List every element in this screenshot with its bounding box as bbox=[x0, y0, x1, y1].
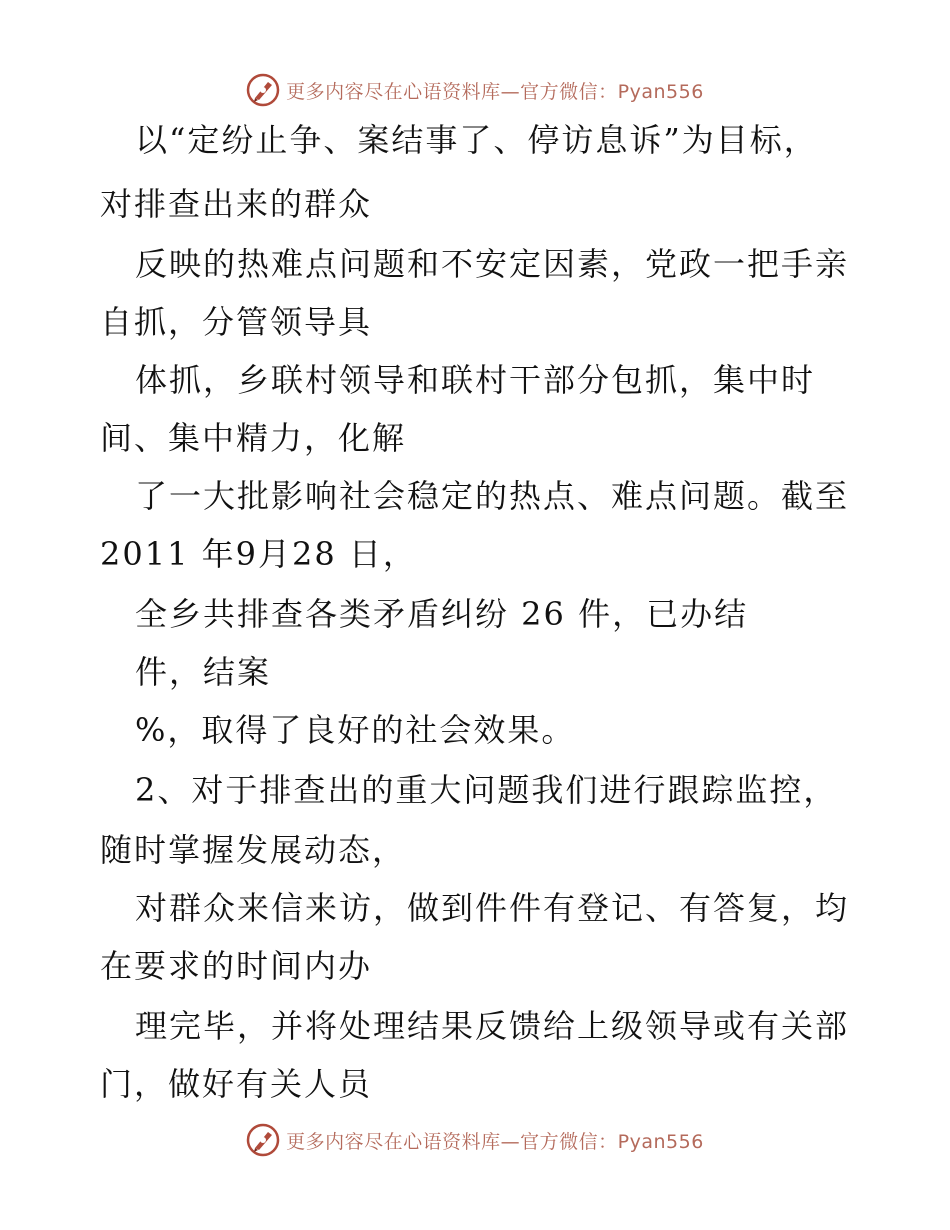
text-line: 2011 年9月28 日， bbox=[100, 535, 417, 573]
text-line: 全乡共排查各类矛盾纠纷 26 件，已办结 bbox=[135, 595, 749, 633]
text-line: 自抓，分管领导具 bbox=[100, 303, 373, 341]
text-line: %，取得了良好的社会效果。 bbox=[135, 711, 576, 749]
footer-watermark bbox=[0, 1120, 950, 1160]
text-line: 理完毕，并将处理结果反馈给上级领导或有关部 bbox=[135, 1007, 850, 1045]
text-line: 在要求的时间内办 bbox=[100, 947, 373, 985]
text-line: 对群众来信来访，做到件件有登记、有答复，均 bbox=[135, 889, 850, 927]
pen-logo-icon bbox=[246, 73, 280, 107]
text-line: 2、对于排查出的重大问题我们进行跟踪监控， bbox=[135, 771, 838, 809]
text-line: 间、集中精力，化解 bbox=[100, 419, 407, 457]
text-line: 体抓，乡联村领导和联村干部分包抓，集中时 bbox=[135, 361, 816, 399]
text-line: 随时掌握发展动态， bbox=[100, 831, 407, 869]
text-line: 件，结案 bbox=[135, 653, 272, 691]
text-line: 对排查出来的群众 bbox=[100, 185, 373, 223]
text-line: 反映的热难点问题和不安定因素，党政一把手亲 bbox=[135, 245, 850, 283]
header-watermark-text: 更多内容尽在心语资料库—官方微信：Pyan556 bbox=[286, 80, 704, 103]
pen-logo-icon bbox=[246, 1123, 280, 1157]
text-line: 以“定纷止争、案结事了、停访息诉”为目标， bbox=[135, 121, 818, 159]
text-line: 门，做好有关人员 bbox=[100, 1065, 373, 1103]
text-line: 了一大批影响社会稳定的热点、难点问题。截至 bbox=[135, 477, 850, 515]
footer-watermark-text: 更多内容尽在心语资料库—官方微信：Pyan556 bbox=[286, 1130, 704, 1153]
header-watermark bbox=[0, 70, 950, 110]
